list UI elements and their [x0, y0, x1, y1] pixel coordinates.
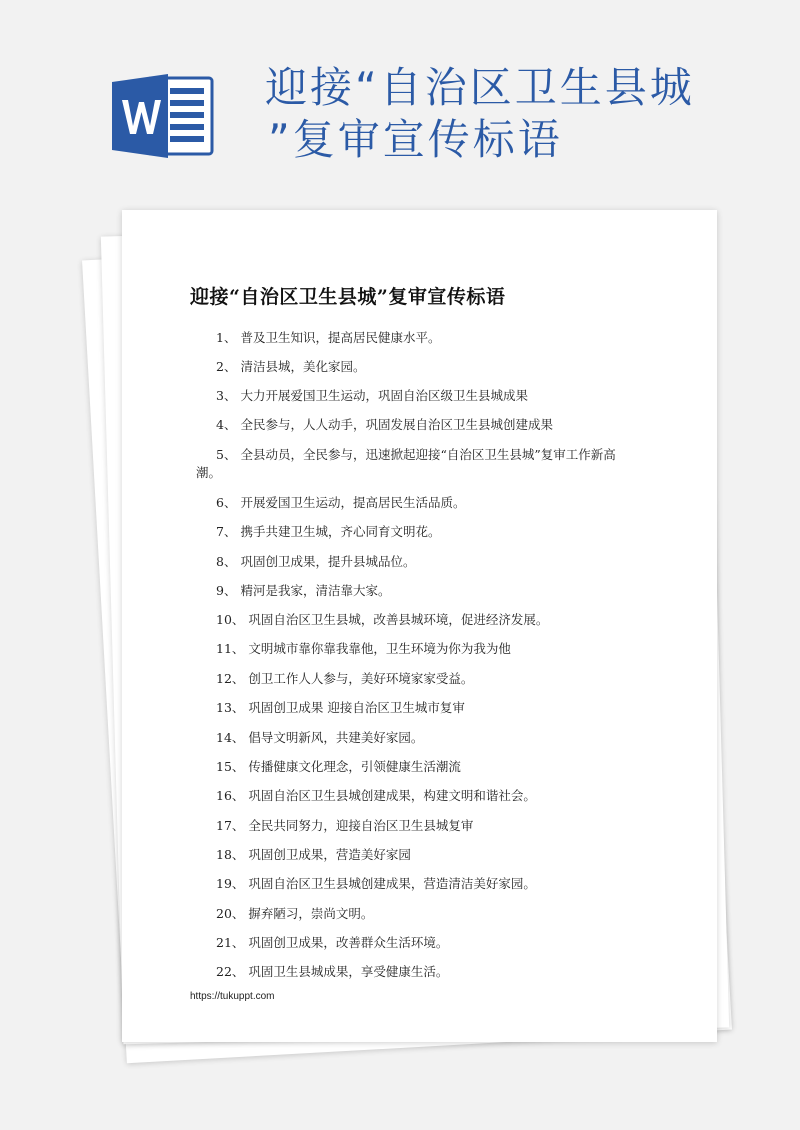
- slogan-item: 20、 摒弃陋习，崇尚文明。: [216, 906, 374, 921]
- slogan-item: 12、 创卫工作人人参与，美好环境家家受益。: [216, 671, 474, 686]
- slogan-item: 6、 开展爱国卫生运动，提高居民生活品质。: [216, 495, 466, 510]
- slogan-item: 1、 普及卫生知识，提高居民健康水平。: [216, 330, 441, 345]
- slogan-item: 17、 全民共同努力，迎接自治区卫生县城复审: [216, 818, 474, 833]
- slogan-item: 2、 清洁县城，美化家园。: [216, 359, 366, 374]
- slogan-item: 3、 大力开展爱国卫生运动，巩固自治区级卫生县城成果: [216, 388, 528, 403]
- slogan-item: 9、 精河是我家，清洁靠大家。: [216, 583, 391, 598]
- slogan-item: 22、 巩固卫生县城成果，享受健康生活。: [216, 964, 449, 979]
- slogan-item: 19、 巩固自治区卫生县城创建成果，营造清洁美好家园。: [216, 876, 536, 891]
- slogan-item: 18、 巩固创卫成果，营造美好家园: [216, 847, 411, 862]
- slogan-item: 5、 全县动员，全民参与，迅速掀起迎接“自治区卫生县城”复审工作新高 潮。: [196, 447, 616, 480]
- document-title: 迎接“自治区卫生县城”复审宣传标语: [190, 286, 506, 308]
- slogan-item: 13、 巩固创卫成果 迎接自治区卫生城市复审: [216, 700, 465, 715]
- slogan-item: 4、 全民参与，人人动手，巩固发展自治区卫生县城创建成果: [216, 417, 553, 432]
- slogan-item: 15、 传播健康文化理念，引领健康生活潮流: [216, 759, 461, 774]
- slogan-item: 8、 巩固创卫成果，提升县城品位。: [216, 554, 416, 569]
- slogan-item: 16、 巩固自治区卫生县城创建成果，构建文明和谐社会。: [216, 788, 536, 803]
- slogan-item: 14、 倡导文明新风，共建美好家园。: [216, 730, 424, 745]
- slogan-item: 7、 携手共建卫生城，齐心同育文明花。: [216, 524, 441, 539]
- slogan-item: 11、 文明城市靠你靠我靠他，卫生环境为你为我为他: [216, 641, 511, 656]
- slogan-item: 10、 巩固自治区卫生县城，改善县城环境，促进经济发展。: [216, 612, 549, 627]
- header-title-line-2: ”复审宣传标语: [268, 115, 563, 164]
- slogan-item: 21、 巩固创卫成果，改善群众生活环境。: [216, 935, 449, 950]
- header-title-line-1: 迎接“自治区卫生县城: [265, 63, 695, 112]
- footer-url-link[interactable]: https://tukuppt.com: [190, 991, 275, 1002]
